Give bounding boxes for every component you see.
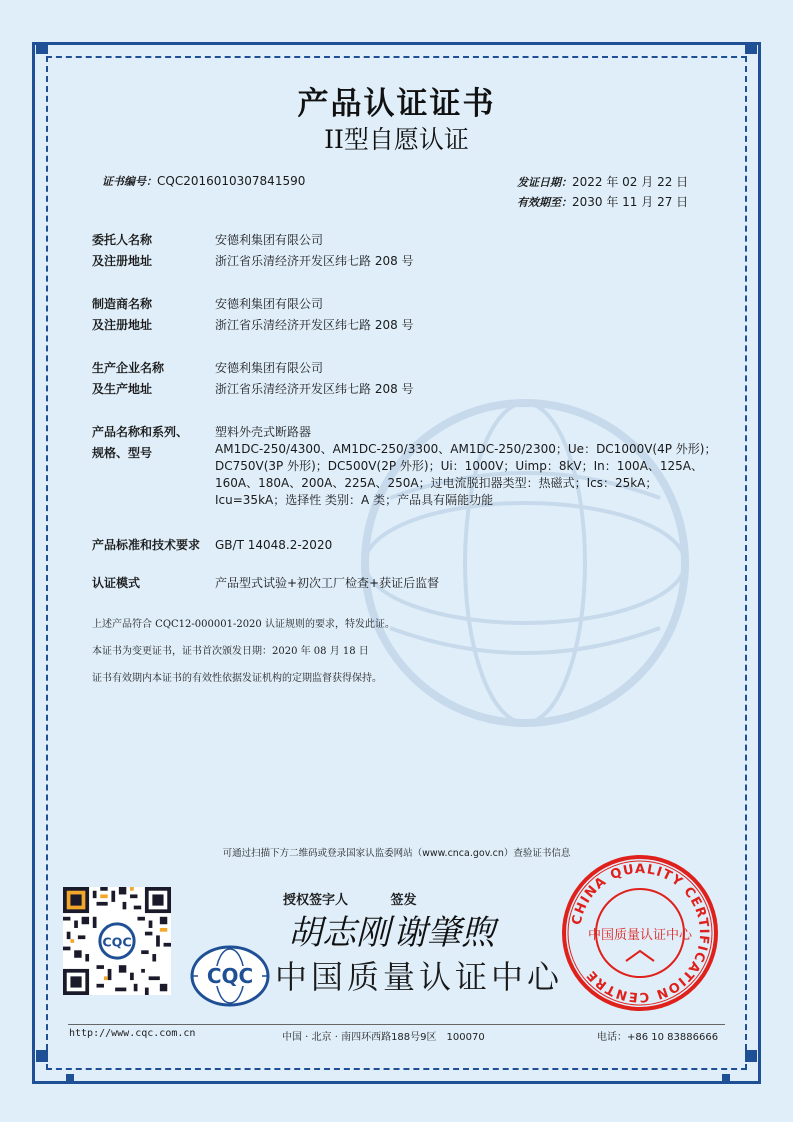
mode-label: 认证模式 [92,576,141,590]
certificate-subtitle: II型自愿认证 [324,125,469,154]
product-name-value: 塑料外壳式断路器 [215,425,312,439]
svg-text:CHINA QUALITY CERTIFICATION CE: CHINA QUALITY CERTIFICATION CENTRE [569,861,712,1005]
certificate-title: 产品认证证书 [297,86,496,122]
svg-text:CQC: CQC [102,934,132,950]
qr-code[interactable] [63,887,171,995]
corner-ornament [745,42,757,54]
valid-until [517,193,688,210]
official-seal-stamp [560,853,720,1013]
product-label-1: 产品名称和系列、 [92,425,189,439]
factory-name-value: 安德利集团有限公司 [215,361,324,375]
standard-label: 产品标准和技术要求 [92,538,201,552]
authorized-signature: 胡志刚 [288,913,390,953]
footer-divider [68,1024,725,1025]
compliance-note: 上述产品符合 CQC12-000001-2020 认证规则的要求，特发此证。 [92,619,395,630]
valid-until-value: 2030 年 11 月 27 日 [572,195,689,209]
maker-address-value: 浙江省乐清经济开发区纬七路 208 号 [215,318,414,332]
cqc-logo-text: CQC [206,964,254,988]
cert-number-value: CQC2016010307841590 [157,174,306,188]
maker-name-label: 制造商名称 [92,297,153,311]
client-name-label: 委托人名称 [92,233,153,247]
seal-inner-text: 中国质量认证中心 [587,928,693,943]
issue-date [517,173,688,190]
footer-address: 中国 · 北京 · 南四环西路188号9区 100070 [282,1032,485,1043]
corner-ornament [722,1074,730,1082]
product-spec-value: AM1DC-250/4300、AM1DC-250/3300、AM1DC-250/2300；Ue：DC1000V(4P 外形)；DC750V(3P 外形)；DC500V(2P 外形)；Ui：1000V；Uimp：8kV；In：100A、125A、160A、180A、200A、225A、250A；过电流脱扣器类型：热磁式；Ics：25kA；Icu=35kA；选择性 类别：A 类；产品具有隔能功能 [215,442,717,507]
client-name-value: 安德利集团有限公司 [215,233,324,247]
validity-note: 证书有效期内本证书的有效性依据发证机构的定期监督获得保持。 [92,673,382,684]
issuer-signature: 谢肇煦 [393,913,495,953]
client-address-label: 及注册地址 [92,254,153,268]
change-note: 本证书为变更证书，证书首次颁发日期：2020 年 08 月 18 日 [92,646,369,657]
valid-until-label: 有效期至： [517,196,572,209]
mode-value: 产品型式试验+初次工厂检查+获证后监督 [215,576,440,590]
maker-name-value: 安德利集团有限公司 [215,297,324,311]
corner-ornament [36,42,48,54]
corner-ornament [66,1074,74,1082]
organization-name: 中国质量认证中心 [275,958,564,996]
issue-date-value: 2022 年 02 月 22 日 [572,175,689,189]
corner-ornament [745,1050,757,1062]
scan-instruction: 可通过扫描下方二维码或登录国家认监委网站（www.cnca.gov.cn）查验证书信息 [222,848,571,859]
client-address-value: 浙江省乐清经济开发区纬七路 208 号 [215,254,414,268]
factory-address-label: 及生产地址 [92,382,153,396]
corner-ornament [36,1050,48,1062]
cqc-logo [190,945,270,1007]
issue-date-label: 发证日期： [517,176,572,189]
factory-name-label: 生产企业名称 [92,361,165,375]
issuer-label: 签发 [390,893,417,908]
footer-phone: 电话：+86 10 83886666 [597,1032,719,1043]
standard-value: GB/T 14048.2-2020 [215,538,333,552]
cert-number-label: 证书编号： [102,175,157,188]
authorized-signer-label: 授权签字人 [283,893,349,908]
maker-address-label: 及注册地址 [92,318,153,332]
factory-address-value: 浙江省乐清经济开发区纬七路 208 号 [215,382,414,396]
certificate-number [102,173,305,189]
footer-website[interactable]: http://www.cqc.com.cn [69,1028,196,1039]
product-label-2: 规格、型号 [92,446,153,460]
